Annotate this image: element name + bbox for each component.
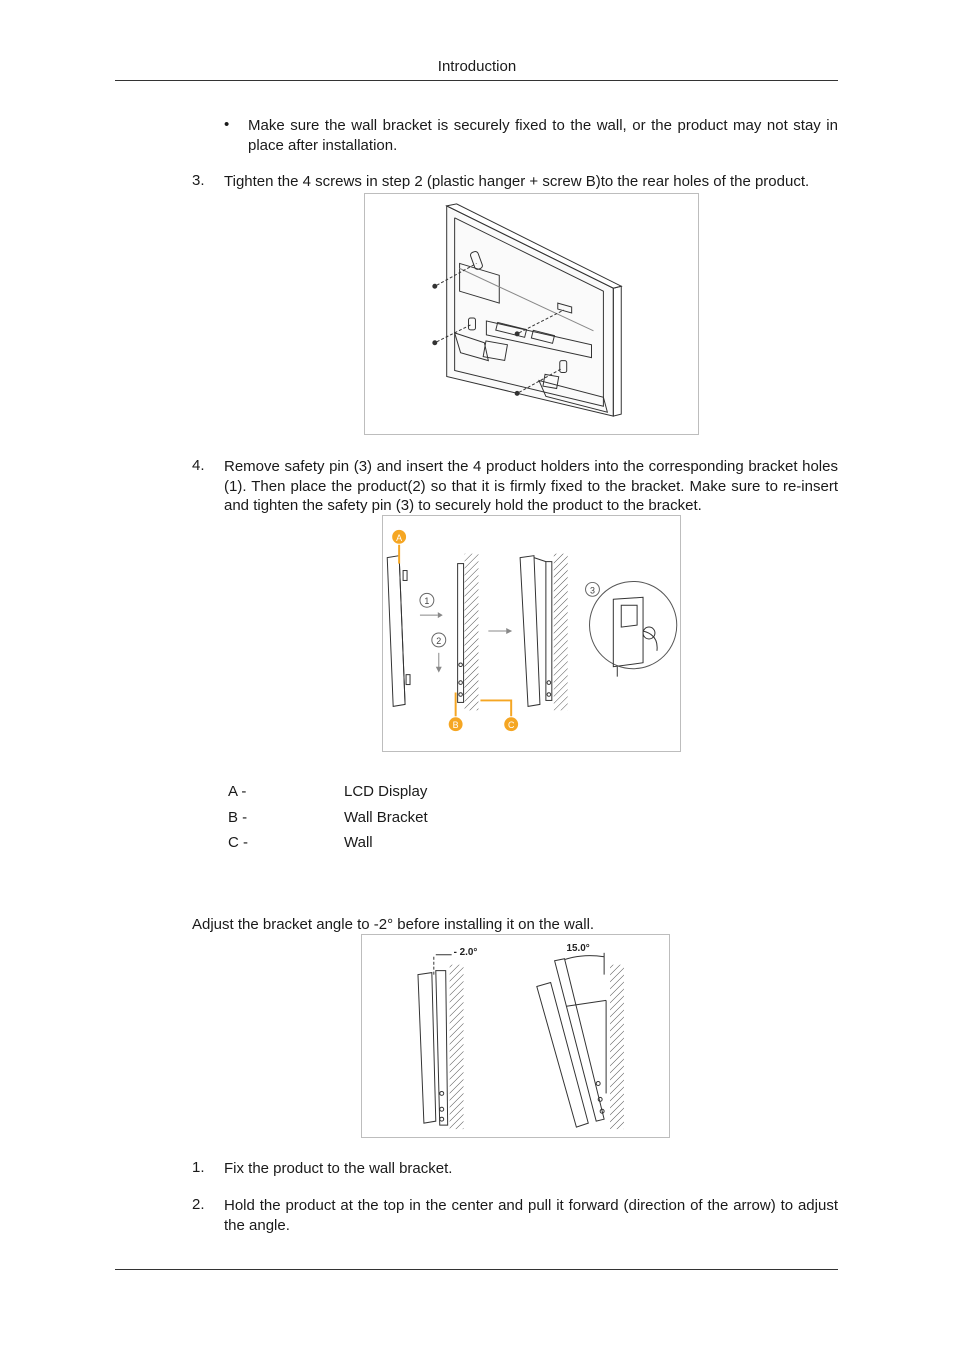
figure-rear-screws — [364, 193, 699, 435]
mounting-sequence-illustration — [383, 516, 680, 751]
bullet-marker: • — [224, 116, 230, 133]
page-header-title: Introduction — [437, 58, 517, 75]
final-step-2-number: 2. — [192, 1196, 205, 1213]
legend-key-c: C - — [228, 834, 248, 851]
step-4-number: 4. — [192, 457, 205, 474]
step-marker-1: 1 — [424, 596, 430, 607]
legend-value-a: LCD Display — [344, 783, 428, 800]
figure-bracket-angles — [361, 934, 670, 1138]
step-3-number: 3. — [192, 172, 205, 189]
step-3-text: Tighten the 4 screws in step 2 (plastic hanger + screw B)to the rear holes of the product. — [224, 173, 810, 190]
step-marker-2: 2 — [436, 635, 442, 646]
final-step-1-text: Fix the product to the wall bracket. — [224, 1160, 453, 1177]
bracket-angle-illustration — [362, 935, 669, 1137]
callout-b: B — [452, 720, 459, 731]
callout-a: A — [396, 532, 403, 543]
final-step-1-number: 1. — [192, 1159, 205, 1176]
bullet-text: Make sure the wall bracket is securely fixed to the wall, or the product may not stay in place after installation. — [248, 117, 838, 154]
legend-value-c: Wall — [344, 834, 373, 851]
figure-mounting-sequence — [382, 515, 681, 752]
legend-key-a: A - — [228, 783, 247, 800]
step-marker-3: 3 — [589, 585, 595, 596]
final-step-2-text: Hold the product at the top in the center and pull it forward (direction of the arrow) to adjust the angle. — [224, 1197, 838, 1234]
footer-rule — [115, 1269, 838, 1270]
step-4-text: Remove safety pin (3) and insert the 4 product holders into the corresponding bracket holes (1). Then place the product(2) so that it is firmly fixed to the bracket. Make sure to re-insert and tighten the safety pin (3) to securely hold the product to the bracket. — [224, 458, 838, 514]
angle-label-right: 15.0° — [566, 942, 590, 954]
rear-panel-illustration — [365, 194, 698, 434]
angle-label-left: - 2.0° — [453, 946, 478, 958]
callout-c: C — [507, 720, 515, 731]
header-rule — [115, 80, 838, 81]
legend-key-b: B - — [228, 809, 248, 826]
legend-value-b: Wall Bracket — [344, 809, 428, 826]
angle-instruction: Adjust the bracket angle to -2° before installing it on the wall. — [192, 916, 595, 933]
